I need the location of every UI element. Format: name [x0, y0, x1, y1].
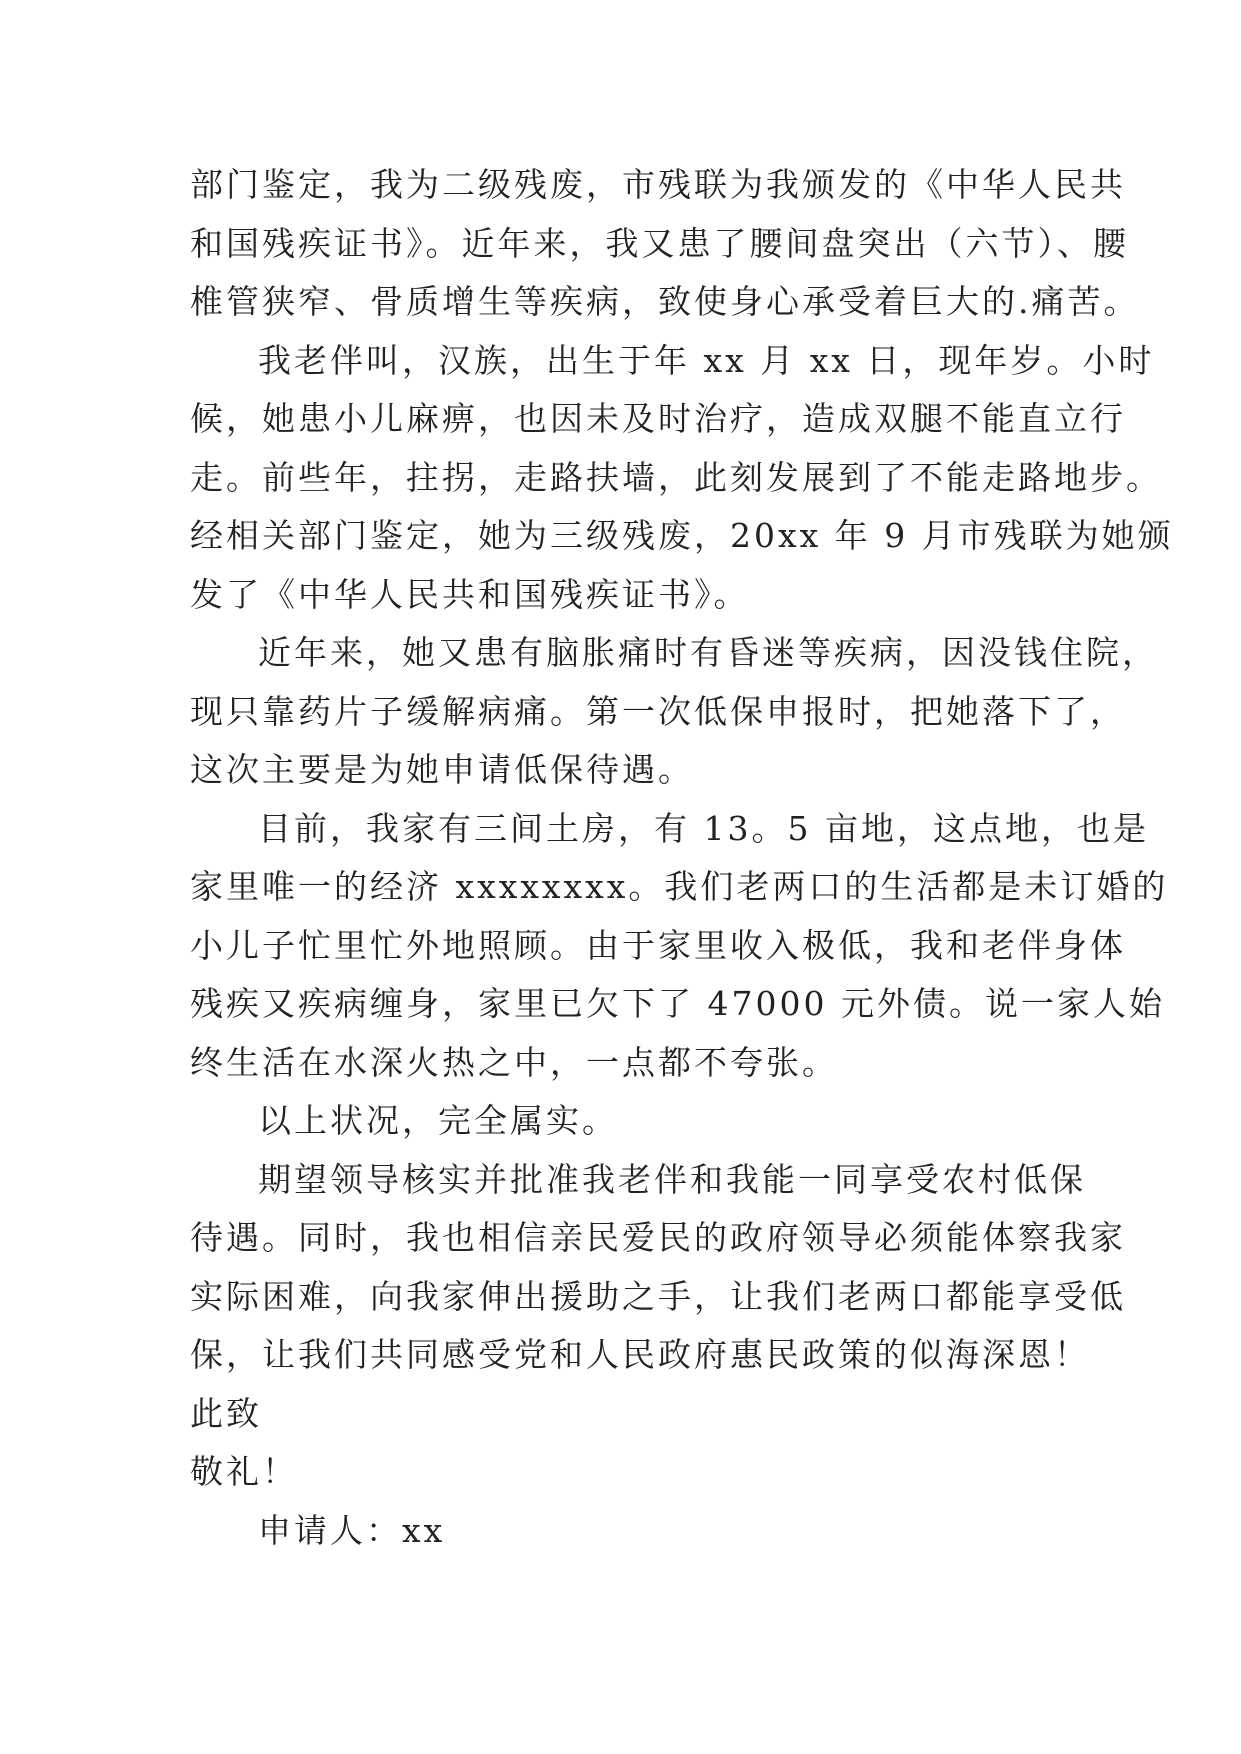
text-line: 家里唯一的经济 xxxxxxxx。我们老两口的生活都是未订婚的 [190, 867, 1169, 906]
text-line: 近年来，她又患有脑胀痛时有昏迷等疾病，因没钱住院， [258, 633, 1158, 672]
text-line: 候，她患小儿麻痹，也因未及时治疗，造成双腿不能直立行 [190, 399, 1126, 438]
text-line: 保，让我们共同感受党和人民政府惠民政策的似海深恩！ [190, 1335, 1090, 1374]
text-line: 残疾又疾病缠身，家里已欠下了 47000 元外债。说一家人始 [190, 984, 1165, 1023]
text-line: 这次主要是为她申请低保待遇。 [190, 750, 694, 789]
text-line: 待遇。同时，我也相信亲民爱民的政府领导必须能体察我家 [190, 1218, 1126, 1257]
text-line: 部门鉴定，我为二级残废，市残联为我颁发的《中华人民共 [190, 165, 1126, 204]
text-line: 目前，我家有三间土房，有 13。5 亩地，这点地，也是 [258, 808, 1149, 848]
text-line: 椎管狭窄、骨质增生等疾病，致使身心承受着巨大的.痛苦。 [190, 282, 1140, 321]
text-line: 我老伴叫，汉族，出生于年 xx 月 xx 日，现年岁。小时 [258, 340, 1155, 380]
text-line: 终生活在水深火热之中，一点都不夸张。 [190, 1042, 838, 1082]
text-line: 以上状况，完全属实。 [258, 1101, 618, 1140]
text-line: 和国残疾证书》。近年来，我又患了腰间盘突出（六节）、腰 [190, 223, 1129, 263]
text-line: 小儿子忙里忙外地照顾。由于家里收入极低，我和老伴身体 [190, 925, 1126, 965]
closing-salutation: 此致 [190, 1393, 262, 1433]
text-line: 经相关部门鉴定，她为三级残废，20xx 年 9 月市残联为她颁 [190, 516, 1174, 555]
text-line: 实际困难，向我家伸出援助之手，让我们老两口都能享受低 [190, 1276, 1126, 1316]
text-line: 现只靠药片子缓解病痛。第一次低保申报时，把她落下了， [190, 691, 1126, 731]
text-line: 期望领导核实并批准我老伴和我能一同享受农村低保 [258, 1159, 1086, 1199]
text-line: 走。前些年，拄拐，走路扶墙，此刻发展到了不能走路地步。 [190, 457, 1162, 497]
letter-body [190, 156, 1174, 1560]
closing-regards: 敬礼！ [190, 1452, 298, 1491]
text-line: 发了《中华人民共和国残疾证书》。 [190, 574, 750, 614]
applicant-signature: 申请人：xx [258, 1510, 446, 1550]
